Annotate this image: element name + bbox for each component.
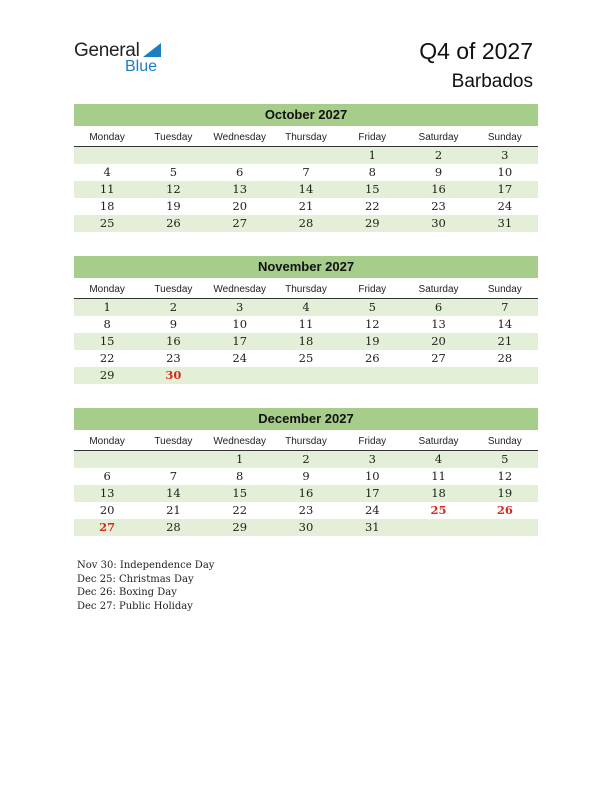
day-cell <box>140 451 206 468</box>
weekday-label: Sunday <box>487 132 522 143</box>
day-cell: 15 <box>232 486 248 500</box>
day-cell: 7 <box>302 165 310 179</box>
day-cell: 9 <box>434 165 443 179</box>
day-cell: 21 <box>298 199 314 213</box>
weekday-label: Tuesday <box>154 284 193 295</box>
day-cell: 17 <box>232 334 248 348</box>
holiday-note: Dec 25: Christmas Day <box>77 573 194 585</box>
day-cell: 16 <box>431 182 446 196</box>
day-cell: 16 <box>298 486 314 500</box>
day-cell: 8 <box>368 165 376 179</box>
day-cell: 7 <box>169 469 178 483</box>
weekday-label: Saturday <box>418 436 459 447</box>
day-cell: 31 <box>364 520 380 534</box>
weekday-header-row <box>74 281 538 299</box>
holiday-note: Dec 27: Public Holiday <box>77 600 193 612</box>
day-cell <box>273 367 339 384</box>
day-cell: 8 <box>103 317 111 331</box>
day-cell: 16 <box>166 334 181 348</box>
month-block <box>74 256 538 384</box>
brand-word-general: General <box>74 40 140 61</box>
day-cell: 9 <box>169 317 178 331</box>
day-cell: 28 <box>497 351 513 365</box>
week-row <box>74 215 538 232</box>
day-cell: 31 <box>497 216 513 230</box>
month-title: November 2027 <box>74 256 538 278</box>
day-cell: 18 <box>298 334 314 348</box>
day-cell: 24 <box>497 199 513 213</box>
week-row <box>74 198 538 215</box>
day-cell: 13 <box>99 486 115 500</box>
week-row <box>74 451 538 468</box>
weekday-label: Wednesday <box>213 132 267 143</box>
day-cell: 1 <box>236 452 244 466</box>
day-cell: 27 <box>431 351 446 365</box>
day-cell: 3 <box>368 452 376 466</box>
day-cell <box>405 519 471 536</box>
holiday-note: Nov 30: Independence Day <box>77 560 215 571</box>
weekday-label: Saturday <box>418 284 459 295</box>
day-cell: 30 <box>298 520 314 534</box>
month-block <box>74 104 538 232</box>
weekday-label: Thursday <box>285 132 327 143</box>
day-cell: 1 <box>103 300 111 314</box>
day-cell: 26 <box>496 503 513 517</box>
day-cell: 19 <box>364 334 380 348</box>
weekday-header-row <box>74 129 538 147</box>
day-cell: 12 <box>166 182 181 196</box>
day-cell: 30 <box>165 368 182 382</box>
day-cell: 23 <box>431 199 446 213</box>
weekday-label: Tuesday <box>154 436 193 447</box>
weekday-label: Friday <box>358 132 387 143</box>
day-cell: 5 <box>169 165 178 179</box>
brand-word-blue: Blue <box>125 58 158 75</box>
day-cell: 11 <box>99 182 115 196</box>
week-row <box>74 367 538 384</box>
day-cell: 25 <box>430 503 447 517</box>
week-row <box>74 316 538 333</box>
day-cell <box>472 367 538 384</box>
day-cell: 22 <box>364 199 380 213</box>
holiday-notes <box>77 559 214 613</box>
weekday-label: Monday <box>89 132 125 143</box>
day-cell: 18 <box>99 199 115 213</box>
day-cell <box>207 367 273 384</box>
day-cell: 27 <box>232 216 248 230</box>
weekday-label: Monday <box>89 436 125 447</box>
day-cell: 20 <box>232 199 248 213</box>
day-cell: 29 <box>99 368 115 382</box>
day-cell: 15 <box>99 334 115 348</box>
week-row <box>74 350 538 367</box>
day-cell: 25 <box>99 216 115 230</box>
day-cell: 12 <box>364 317 380 331</box>
week-row <box>74 468 538 485</box>
month-title: October 2027 <box>74 104 538 126</box>
weekday-label: Thursday <box>285 284 327 295</box>
day-cell: 23 <box>298 503 314 517</box>
day-cell: 19 <box>497 486 513 500</box>
day-cell <box>74 451 140 468</box>
week-row <box>74 164 538 181</box>
week-row <box>74 519 538 536</box>
day-cell: 28 <box>298 216 314 230</box>
day-cell: 14 <box>298 182 314 196</box>
day-cell: 6 <box>103 469 111 483</box>
weekday-label: Monday <box>89 284 125 295</box>
week-row <box>74 181 538 198</box>
day-cell: 2 <box>302 452 310 466</box>
weekday-label: Friday <box>358 436 387 447</box>
day-cell: 6 <box>236 165 244 179</box>
page-title: Q4 of 2027 <box>419 38 533 64</box>
day-cell: 23 <box>166 351 181 365</box>
day-cell: 1 <box>368 148 376 162</box>
day-cell: 26 <box>166 216 181 230</box>
weekday-label: Wednesday <box>213 284 267 295</box>
weekday-label: Thursday <box>285 436 327 447</box>
day-cell <box>273 147 339 164</box>
day-cell: 17 <box>497 182 513 196</box>
week-row <box>74 147 538 164</box>
day-cell: 13 <box>431 317 446 331</box>
day-cell: 10 <box>497 165 513 179</box>
day-cell: 5 <box>501 452 509 466</box>
day-cell: 29 <box>232 520 248 534</box>
day-cell: 2 <box>434 148 443 162</box>
day-cell: 24 <box>232 351 248 365</box>
day-cell: 28 <box>166 520 181 534</box>
day-cell: 20 <box>431 334 446 348</box>
day-cell <box>339 367 405 384</box>
day-cell: 26 <box>364 351 380 365</box>
weekday-label: Sunday <box>487 284 522 295</box>
day-cell: 21 <box>497 334 513 348</box>
day-cell: 4 <box>434 452 443 466</box>
day-cell: 13 <box>232 182 248 196</box>
day-cell <box>140 147 206 164</box>
day-cell: 3 <box>236 300 244 314</box>
day-cell: 25 <box>298 351 314 365</box>
day-cell: 3 <box>501 148 509 162</box>
day-cell: 7 <box>501 300 509 314</box>
day-cell: 22 <box>232 503 248 517</box>
logo-triangle-icon <box>143 43 161 57</box>
country-name: Barbados <box>451 71 533 92</box>
day-cell: 17 <box>364 486 380 500</box>
weekday-label: Wednesday <box>213 436 267 447</box>
week-row <box>74 333 538 350</box>
day-cell: 2 <box>169 300 178 314</box>
month-block <box>74 408 538 536</box>
day-cell: 5 <box>368 300 376 314</box>
brand-logo <box>74 40 174 80</box>
holiday-note: Dec 26: Boxing Day <box>77 587 177 598</box>
day-cell: 20 <box>99 503 115 517</box>
day-cell: 27 <box>99 520 116 534</box>
weekday-label: Sunday <box>487 436 522 447</box>
day-cell: 12 <box>497 469 513 483</box>
day-cell: 30 <box>431 216 446 230</box>
day-cell: 14 <box>166 486 181 500</box>
weekday-header-row <box>74 433 538 451</box>
day-cell <box>405 367 471 384</box>
weekday-label: Saturday <box>418 132 459 143</box>
day-cell: 21 <box>166 503 181 517</box>
day-cell: 29 <box>364 216 380 230</box>
day-cell: 10 <box>232 317 248 331</box>
day-cell: 24 <box>364 503 380 517</box>
day-cell: 6 <box>434 300 443 314</box>
day-cell: 4 <box>103 165 111 179</box>
day-cell: 19 <box>166 199 181 213</box>
weekday-label: Tuesday <box>154 132 193 143</box>
day-cell: 15 <box>364 182 380 196</box>
day-cell: 4 <box>302 300 310 314</box>
week-row <box>74 502 538 519</box>
day-cell: 9 <box>302 469 310 483</box>
day-cell: 11 <box>431 469 446 483</box>
day-cell: 8 <box>236 469 244 483</box>
day-cell: 11 <box>298 317 314 331</box>
week-row <box>74 485 538 502</box>
day-cell: 10 <box>364 469 380 483</box>
week-row <box>74 299 538 316</box>
day-cell <box>472 519 538 536</box>
day-cell: 18 <box>431 486 446 500</box>
month-title: December 2027 <box>74 408 538 430</box>
weekday-label: Friday <box>358 284 387 295</box>
day-cell <box>74 147 140 164</box>
day-cell: 22 <box>99 351 115 365</box>
day-cell <box>207 147 273 164</box>
day-cell: 14 <box>497 317 513 331</box>
